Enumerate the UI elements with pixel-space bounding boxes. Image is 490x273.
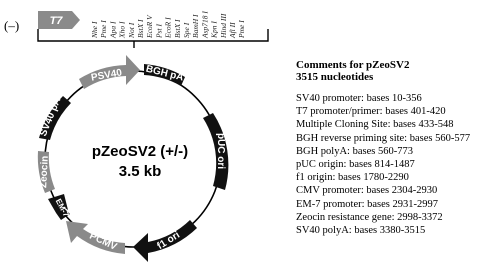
restriction-site-label: Pme I bbox=[99, 20, 109, 38]
restriction-site-label: Asp718 I bbox=[200, 11, 210, 38]
comments-title: Comments for pZeoSV2 bbox=[296, 59, 410, 71]
feature-line: SV40 promoter: bases 10-356 bbox=[296, 93, 422, 104]
restriction-site-label: Kpn I bbox=[209, 21, 219, 38]
feature-line: BGH polyA: bases 560-773 bbox=[296, 145, 413, 157]
puc-ori-label: pUC ori bbox=[215, 132, 226, 170]
restriction-site-label: Nhe I bbox=[90, 21, 99, 38]
t7-label: T7 bbox=[49, 15, 63, 27]
bgh-pa-label: BGH pA bbox=[144, 63, 185, 84]
feature-line: SV40 polyA: bases 3380-3515 bbox=[296, 225, 426, 237]
feature-line: T7 promoter/primer: bases 401-420 bbox=[296, 106, 446, 118]
restriction-site-label: EcoR V bbox=[145, 15, 155, 38]
restriction-site-label: Spe I bbox=[182, 22, 191, 38]
restriction-site-label: Apa I bbox=[108, 21, 118, 38]
restriction-site-label: BstX I bbox=[172, 19, 182, 38]
feature-line: f1 origin: bases 1780-2290 bbox=[296, 172, 409, 184]
restriction-site-label: Afl II bbox=[228, 22, 237, 38]
sv40-pa-label: SV40 pA bbox=[37, 96, 64, 138]
feature-line: CMV promoter: bases 2304-2930 bbox=[296, 185, 438, 197]
feature-line: pUC origin: bases 814-1487 bbox=[296, 159, 415, 171]
comments-subtitle: 3515 nucleotides bbox=[296, 71, 374, 83]
restriction-sites bbox=[90, 11, 246, 39]
plasmid-size: 3.5 kb bbox=[118, 163, 162, 180]
pcmv-label: PCMV bbox=[87, 230, 119, 253]
zeocin-label: Zeocin bbox=[38, 155, 51, 189]
restriction-site-label: Pme I bbox=[237, 20, 247, 38]
comments-panel bbox=[296, 59, 488, 237]
psv40-top-label: PSV40 bbox=[90, 67, 123, 84]
em7-label: EM-7 bbox=[53, 197, 71, 219]
f1-ori-label: f1 ori bbox=[155, 229, 182, 253]
restriction-site-label: Pst I bbox=[154, 24, 164, 38]
feature-line: BGH reverse priming site: bases 560-577 bbox=[296, 132, 471, 144]
restriction-site-label: Hind III bbox=[218, 13, 228, 38]
feature-line: Multiple Cloning Site: bases 433-548 bbox=[296, 119, 454, 131]
feature-line: Zeocin resistance gene: 2998-3372 bbox=[296, 211, 443, 223]
restriction-site-label: BstX I bbox=[136, 19, 145, 38]
orientation-label: (–) bbox=[4, 18, 20, 33]
restriction-site-label: BamH I bbox=[191, 14, 201, 38]
restriction-site-label: EcoR I bbox=[163, 17, 173, 38]
plasmid-name: pZeoSV2 (+/-) bbox=[91, 143, 189, 160]
restriction-site-label: Xho I bbox=[117, 21, 127, 38]
feature-line: EM-7 promoter: bases 2931-2997 bbox=[296, 198, 439, 210]
restriction-site-label: Not I bbox=[126, 22, 136, 38]
